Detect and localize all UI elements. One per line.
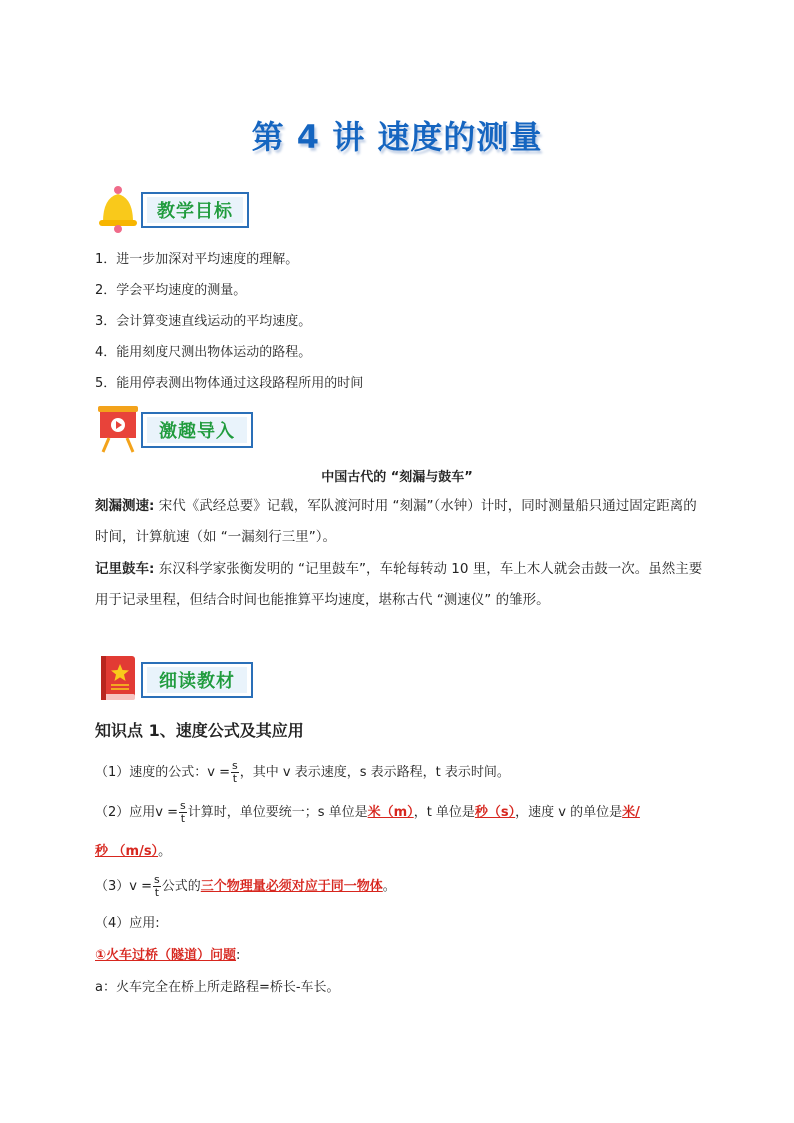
goal-item: 1．进一步加深对平均速度的理解。 [95,252,299,267]
section-label: 细读教材 [147,667,247,693]
page-title: 第 4 讲 速度的测量 [251,118,543,156]
fraction: $\frac{s}{t}$ [180,799,186,825]
knowledge-point-title: 知识点 1、速度公式及其应用 [95,721,304,740]
intro-heading: 中国古代的 “刻漏与鼓车” [321,470,473,485]
goal-item: 3．会计算变速直线运动的平均速度。 [95,314,312,329]
section-label-box [141,662,253,698]
text-line: a：火车完全在桥上所走路程=桥长-车长。 [95,980,340,995]
section-label-box [141,192,249,228]
formula-line: （1）速度的公式：v = $\frac{s}{t}$ ，其中 v 表示速度，s 表示路程，t 表示时间。 [95,759,510,785]
formula-line: （3）v = $\frac{s}{t}$ 公式的三个物理量必须对应于同一物体。 [95,873,396,899]
section-header-goals [95,184,265,234]
formula-line-continued: 秒 （m/s）。 [95,844,172,859]
fraction: $\frac{s}{t}$ [232,759,238,785]
book-icon [95,654,141,704]
text-line: （4）应用: [95,916,160,931]
bell-icon [95,184,141,234]
paragraph-label: 记里鼓车: [95,561,155,577]
section-label: 激趣导入 [147,417,247,443]
fraction: $\frac{s}{t}$ [154,873,160,899]
formula-line: （2）应用v = $\frac{s}{t}$ 计算时，单位要统一；s 单位是米（m），t 单位是秒（s），速度 v 的单位是米/ [95,799,640,825]
intro-paragraph: 刻漏测速: 宋代《武经总要》记载，军队渡河时用 “刻漏”（水钟）计时，同时测量船只通过固定距离的时间，计算航速（如 “一漏刻行三里”）。 [95,498,697,545]
section-label: 教学目标 [147,197,243,223]
section-label-box [141,412,253,448]
goal-item: 4．能用刻度尺测出物体运动的路程。 [95,345,312,360]
intro-paragraph: 记里鼓车: 东汉科学家张衡发明的 “记里鼓车”，车轮每转动 10 里，车上木人就会击鼓一次。虽然主要用于记录里程，但结合时间也能推算平均速度，堪称古代 “测速仪” 的雏形。 [95,561,703,608]
section-header-read [95,654,265,704]
presentation-board-icon [95,404,141,454]
goal-item: 2．学会平均速度的测量。 [95,283,247,298]
goal-item: 5．能用停表测出物体通过这段路程所用的时间 [95,376,364,391]
section-header-intro [95,404,265,454]
paragraph-label: 刻漏测速: [95,498,155,514]
text-line: ①火车过桥（隧道）问题: [95,948,241,963]
